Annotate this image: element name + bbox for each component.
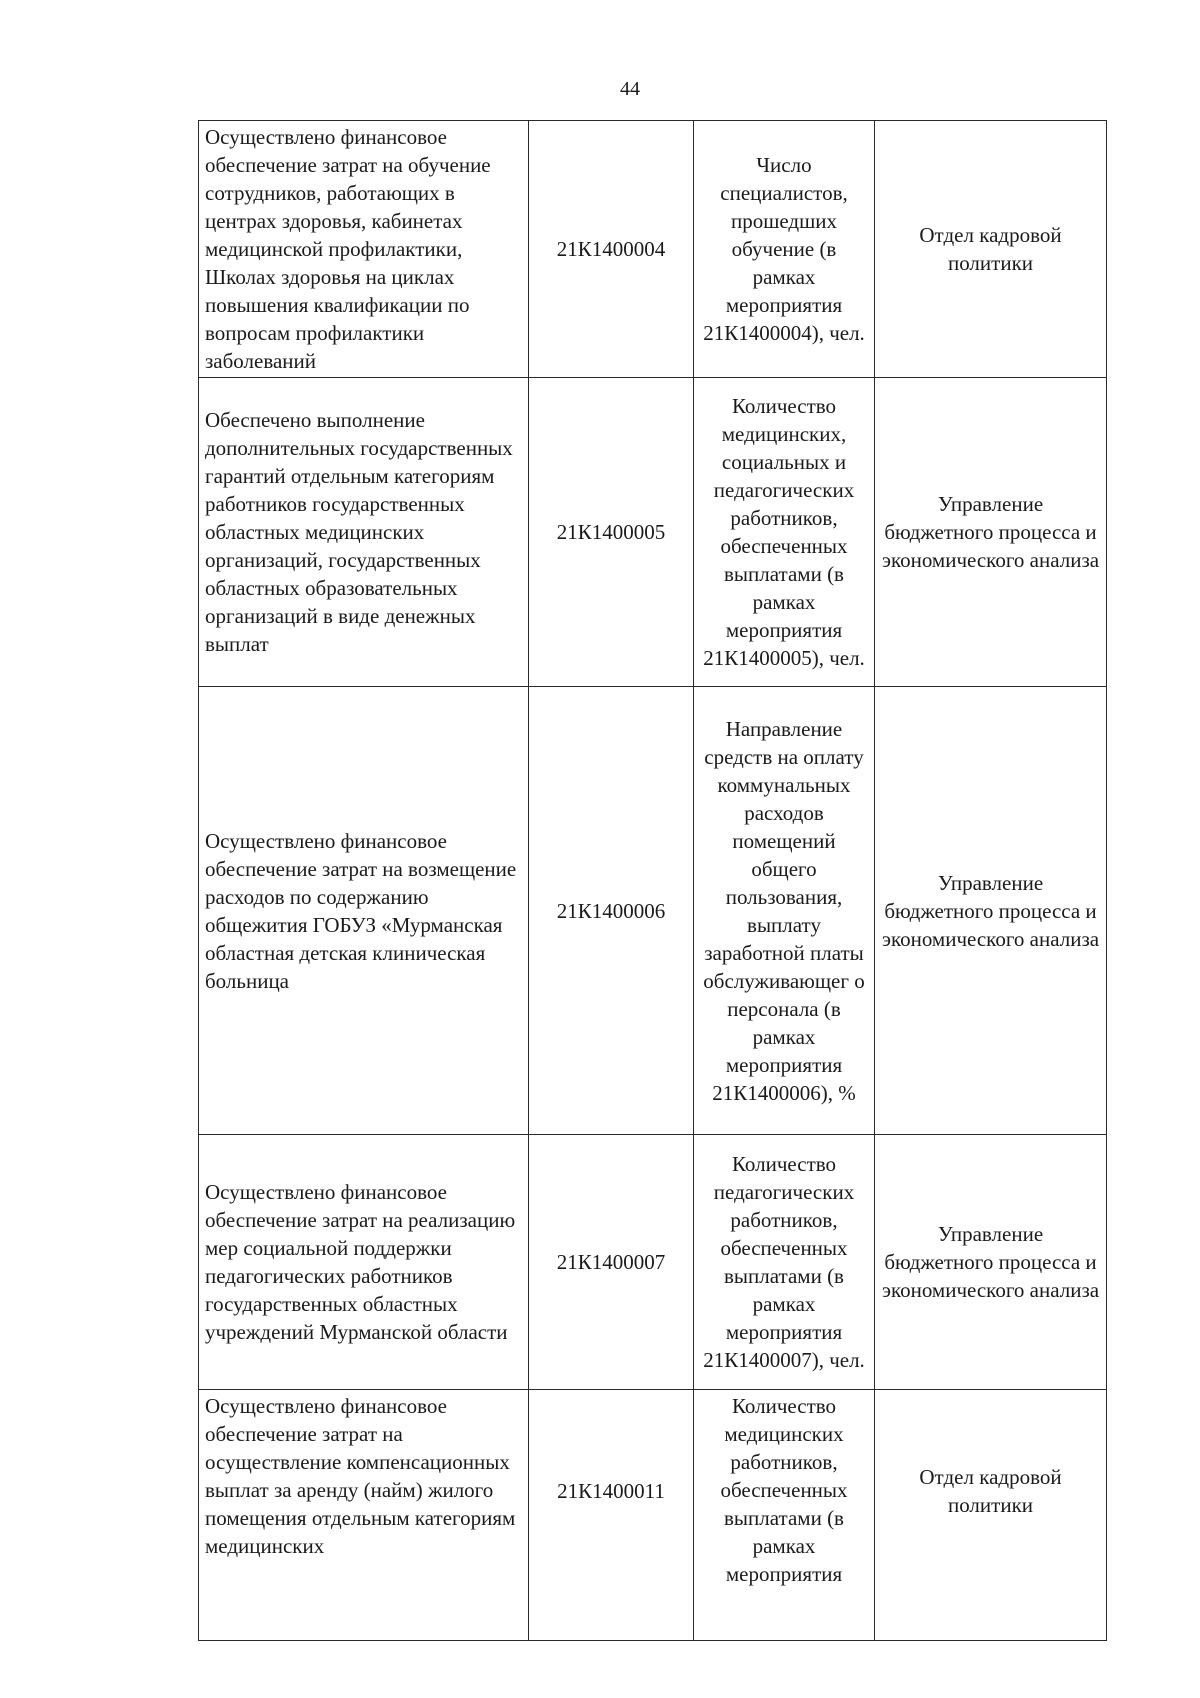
measures-table [198, 120, 1107, 1641]
responsible-unit: Отдел кадровой политики [875, 1390, 1107, 1641]
measure-code: 21К1400005 [529, 378, 694, 687]
measure-description: Обеспечено выполнение дополнительных государственных гарантий отдельным категориям работников государственных областных медицинских организаций, государственных областных образовательных организаций в виде денежных выплат [199, 378, 529, 687]
measure-indicator: Число специалистов, прошедших обучение (в рамках мероприятия 21К1400004), чел. [694, 121, 875, 378]
measure-code: 21К1400004 [529, 121, 694, 378]
measure-indicator: Количество педагогических работников, обеспеченных выплатами (в рамках мероприятия 21К1400007), чел. [694, 1135, 875, 1390]
page-number: 44 [620, 78, 640, 100]
table-row [199, 121, 1107, 378]
measure-code: 21К1400007 [529, 1135, 694, 1390]
table-row [199, 378, 1107, 687]
measure-indicator: Направление средств на оплату коммунальных расходов помещений общего пользования, выплату заработной платы обслуживающег о персонала (в рамках мероприятия 21К1400006), % [694, 687, 875, 1135]
measure-indicator: Количество медицинских работников, обеспеченных выплатами (в рамках мероприятия [694, 1390, 875, 1641]
responsible-unit: Управление бюджетного процесса и экономического анализа [875, 687, 1107, 1135]
table-row [199, 1135, 1107, 1390]
measure-description: Осуществлено финансовое обеспечение затрат на обучение сотрудников, работающих в центрах здоровья, кабинетах медицинской профилактики, Школах здоровья на циклах повышения квалификации по вопросам профилактики заболеваний [199, 121, 529, 378]
responsible-unit: Управление бюджетного процесса и экономического анализа [875, 1135, 1107, 1390]
table-row [199, 1390, 1107, 1641]
measure-code: 21К1400006 [529, 687, 694, 1135]
measure-description: Осуществлено финансовое обеспечение затрат на осуществление компенсационных выплат за аренду (найм) жилого помещения отдельным категориям медицинских [199, 1390, 529, 1641]
measure-description: Осуществлено финансовое обеспечение затрат на возмещение расходов по содержанию общежития ГОБУЗ «Мурманская областная детская клиническая больница [199, 687, 529, 1135]
measure-indicator: Количество медицинских, социальных и педагогических работников, обеспеченных выплатами (в рамках мероприятия 21К1400005), чел. [694, 378, 875, 687]
table-row [199, 687, 1107, 1135]
measure-description: Осуществлено финансовое обеспечение затрат на реализацию мер социальной поддержки педагогических работников государственных областных учреждений Мурманской области [199, 1135, 529, 1390]
responsible-unit: Отдел кадровой политики [875, 121, 1107, 378]
responsible-unit: Управление бюджетного процесса и экономического анализа [875, 378, 1107, 687]
measure-code: 21К1400011 [529, 1390, 694, 1641]
